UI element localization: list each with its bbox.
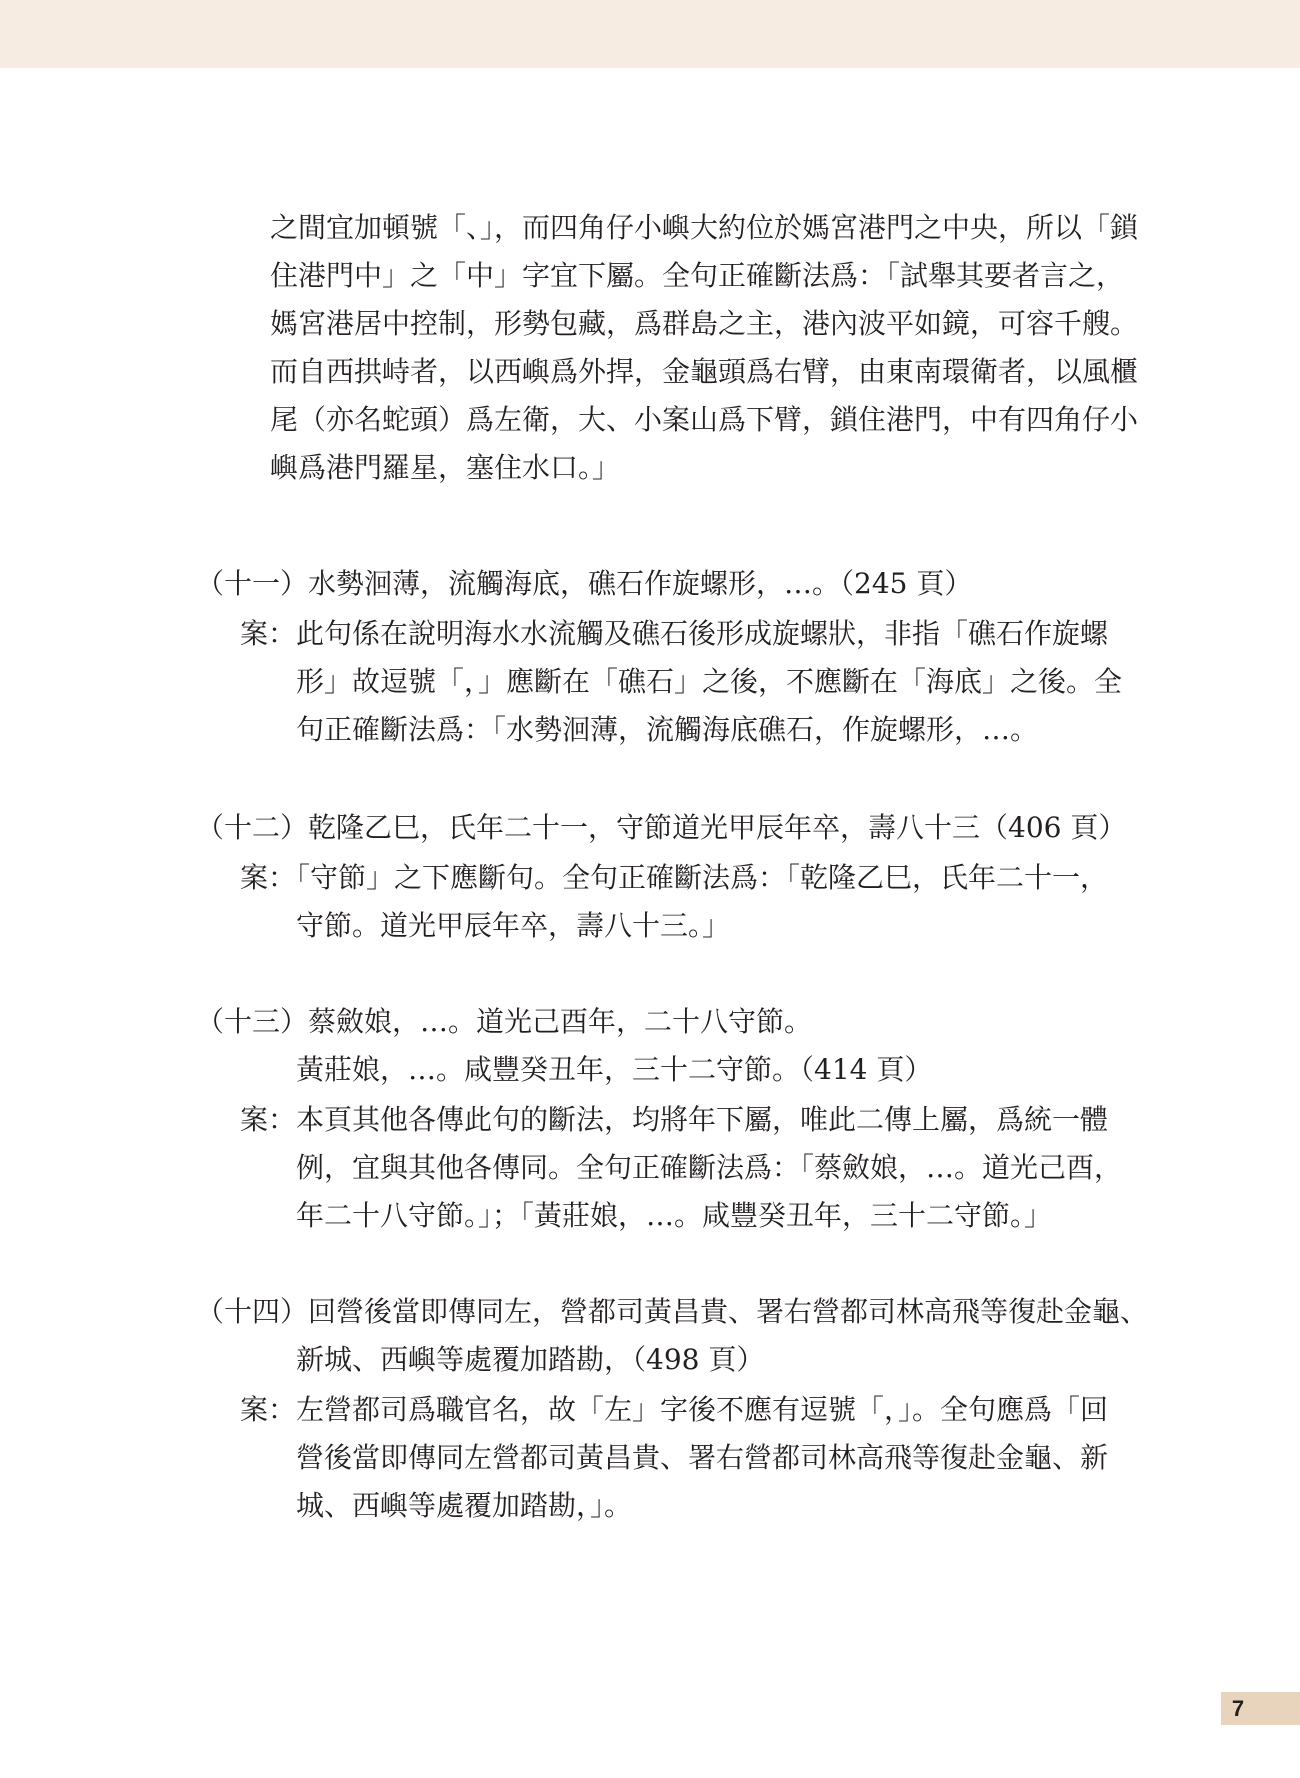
item-14-heading-2: 新城、西嶼等處覆加踏勘，（498 頁） [296, 1343, 765, 1376]
header-band [0, 0, 1300, 68]
item-12-note-line-1: 案：「守節」之下應斷句。全句正確斷法爲：「乾隆乙巳，氏年二十一， [240, 861, 1109, 894]
page-number: 7 [1231, 1696, 1245, 1721]
item-12-heading: （十二）乾隆乙巳，氏年二十一，守節道光甲辰年卒，壽八十三（406 頁） [196, 811, 1127, 844]
item-14-note-line-1: 案：左營都司爲職官名，故「左」字後不應有逗號「，」。全句應爲「回 [240, 1393, 1109, 1426]
intro-line-2: 住港門中」之「中」字宜下屬。全句正確斷法爲：「試舉其要者言之， [270, 259, 1125, 292]
item-13-note-line-2: 例，宜與其他各傳同。全句正確斷法爲：「蔡斂娘，…。道光己酉， [296, 1151, 1123, 1184]
item-13-heading: （十三）蔡斂娘，…。道光己酉年，二十八守節。 [196, 1005, 813, 1038]
intro-line-3: 媽宮港居中控制，形勢包藏，爲群島之主，港內波平如鏡，可容千艘。 [270, 307, 1139, 340]
intro-line-1: 之間宜加頓號「、」，而四角仔小嶼大約位於媽宮港門之中央，所以「鎖 [270, 211, 1139, 244]
item-14-note-line-2: 營後當即傳同左營都司黃昌貴、署右營都司林高飛等復赴金龜、新 [296, 1441, 1109, 1474]
intro-line-6: 嶼爲港門羅星，塞住水口。」 [270, 451, 621, 484]
item-13-note-line-1: 案：本頁其他各傳此句的斷法，均將年下屬，唯此二傳上屬，爲統一體 [240, 1103, 1109, 1136]
item-11-heading: （十一）水勢洄薄，流觸海底，礁石作旋螺形，…。（245 頁） [196, 567, 973, 600]
item-12-note-line-2: 守節。道光甲辰年卒，壽八十三。」 [296, 909, 731, 942]
intro-line-4: 而自西拱峙者，以西嶼爲外捍，金龜頭爲右臂，由東南環衛者，以風櫃 [270, 355, 1139, 388]
item-11-note-line-1: 案：此句係在說明海水水流觸及礁石後形成旋螺狀，非指「礁石作旋螺 [240, 617, 1109, 650]
item-11-note-line-2: 形」故逗號「，」應斷在「礁石」之後，不應斷在「海底」之後。全 [296, 665, 1123, 698]
intro-line-5: 尾（亦名蛇頭）爲左衛，大、小案山爲下臂，鎖住港門，中有四角仔小 [270, 403, 1139, 436]
item-13-note-line-3: 年二十八守節。」；「黃莊娘，…。咸豐癸丑年，三十二守節。」 [296, 1199, 1053, 1232]
item-13-heading-2: 黃莊娘，…。咸豐癸丑年，三十二守節。（414 頁） [296, 1053, 933, 1086]
item-11-note-line-3: 句正確斷法爲：「水勢洄薄，流觸海底礁石，作旋螺形，…。 [296, 713, 1039, 746]
item-14-heading: （十四）回營後當即傳同左，營都司黃昌貴、署右營都司林高飛等復赴金龜、 [196, 1295, 1149, 1328]
item-14-note-line-3: 城、西嶼等處覆加踏勘，」。 [296, 1489, 633, 1522]
